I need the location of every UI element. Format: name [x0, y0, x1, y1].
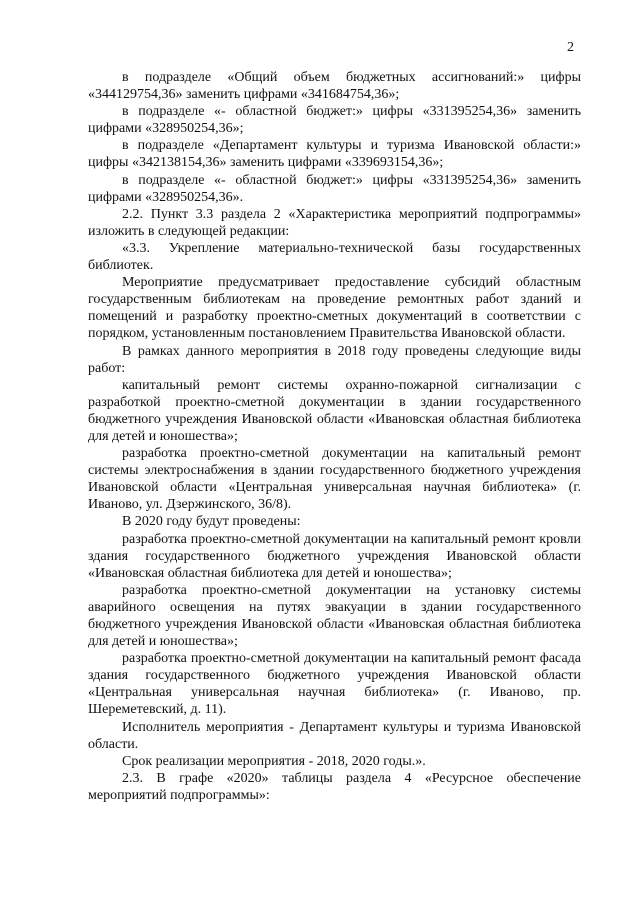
- paragraph-2020-work-emergency-lighting: разработка проектно-сметной документации на установку системы аварийного освещения на путях эвакуации в здании государственного бюджетного учреждения Ивановской области «Ивановская областная библиотека для детей и юношества»;: [88, 582, 581, 650]
- paragraph-2018-work-fire-alarm: капитальный ремонт системы охранно-пожарной сигнализации с разработкой проектно-сметной документации в здании государственного бюджетного учреждения Ивановской области «Ивановская областная библиотека для детей и юношества»;: [88, 377, 581, 444]
- paragraph-2020-work-roof: разработка проектно-сметной документации на капитальный ремонт кровли здания государственного бюджетного учреждения Ивановской области «Ивановская областная библиотека для детей и юношества»;: [88, 531, 581, 581]
- paragraph-2018-work-power-supply: разработка проектно-сметной документации на капитальный ремонт системы электроснабжения в здании государственного бюджетного учреждения Ивановской области «Центральная универсальная научная библиотека» (г. Иваново, ул. Дзержинского, 36/8).: [88, 446, 581, 513]
- paragraph-2018-works-intro: В рамках данного мероприятия в 2018 году проведены следующие виды работ:: [88, 343, 581, 376]
- document-body: [88, 69, 581, 804]
- paragraph-2020-work-facade: разработка проектно-сметной документации на капитальный ремонт фасада здания государственного бюджетного учреждения Ивановской области «Центральная универсальная научная библиотека» (г. Иваново, пр. Шереметевский, д. 11).: [88, 651, 581, 718]
- paragraph-subsection-regional-budget: в подразделе «- областной бюджет:» цифры «331395254,36» заменить цифрами «328950254,36»;: [88, 104, 581, 137]
- paragraph-2020-works-intro: В 2020 году будут проведены:: [122, 514, 301, 530]
- paragraph-item-3-3-title: «3.3. Укрепление материально-технической базы государственных библиотек.: [88, 240, 581, 274]
- page-number: 2: [567, 40, 574, 55]
- paragraph-implementation-period: Срок реализации мероприятия - 2018, 2020 годы.».: [122, 753, 426, 769]
- paragraph-subsection-culture-department: в подразделе «Департамент культуры и туризма Ивановской области:» цифры «342138154,36» заменить цифрами «339693154,36»;: [88, 138, 581, 171]
- paragraph-executor: Исполнитель мероприятия - Департамент культуры и туризма Ивановской области.: [88, 719, 581, 752]
- paragraph-item-2-2: 2.2. Пункт 3.3 раздела 2 «Характеристика мероприятий подпрограммы» изложить в следующей редакции:: [88, 206, 581, 239]
- paragraph-subsection-total-allocations: в подразделе «Общий объем бюджетных ассигнований:» цифры «344129754,36» заменить цифрами «341684754,36»;: [88, 70, 581, 103]
- paragraph-subsection-regional-budget-2: в подразделе «- областной бюджет:» цифры «331395254,36» заменить цифрами «328950254,36».: [88, 172, 581, 205]
- paragraph-measure-description: Мероприятие предусматривает предоставление субсидий областным государственным библиотекам на проведение ремонтных работ зданий и помещений и разработку проектно-сметных документаций в соответствии с порядком, установленным постановлением Правительства Ивановской области.: [88, 275, 581, 342]
- paragraph-item-2-3: 2.3. В графе «2020» таблицы раздела 4 «Ресурсное обеспечение мероприятий подпрограммы»:: [88, 770, 581, 803]
